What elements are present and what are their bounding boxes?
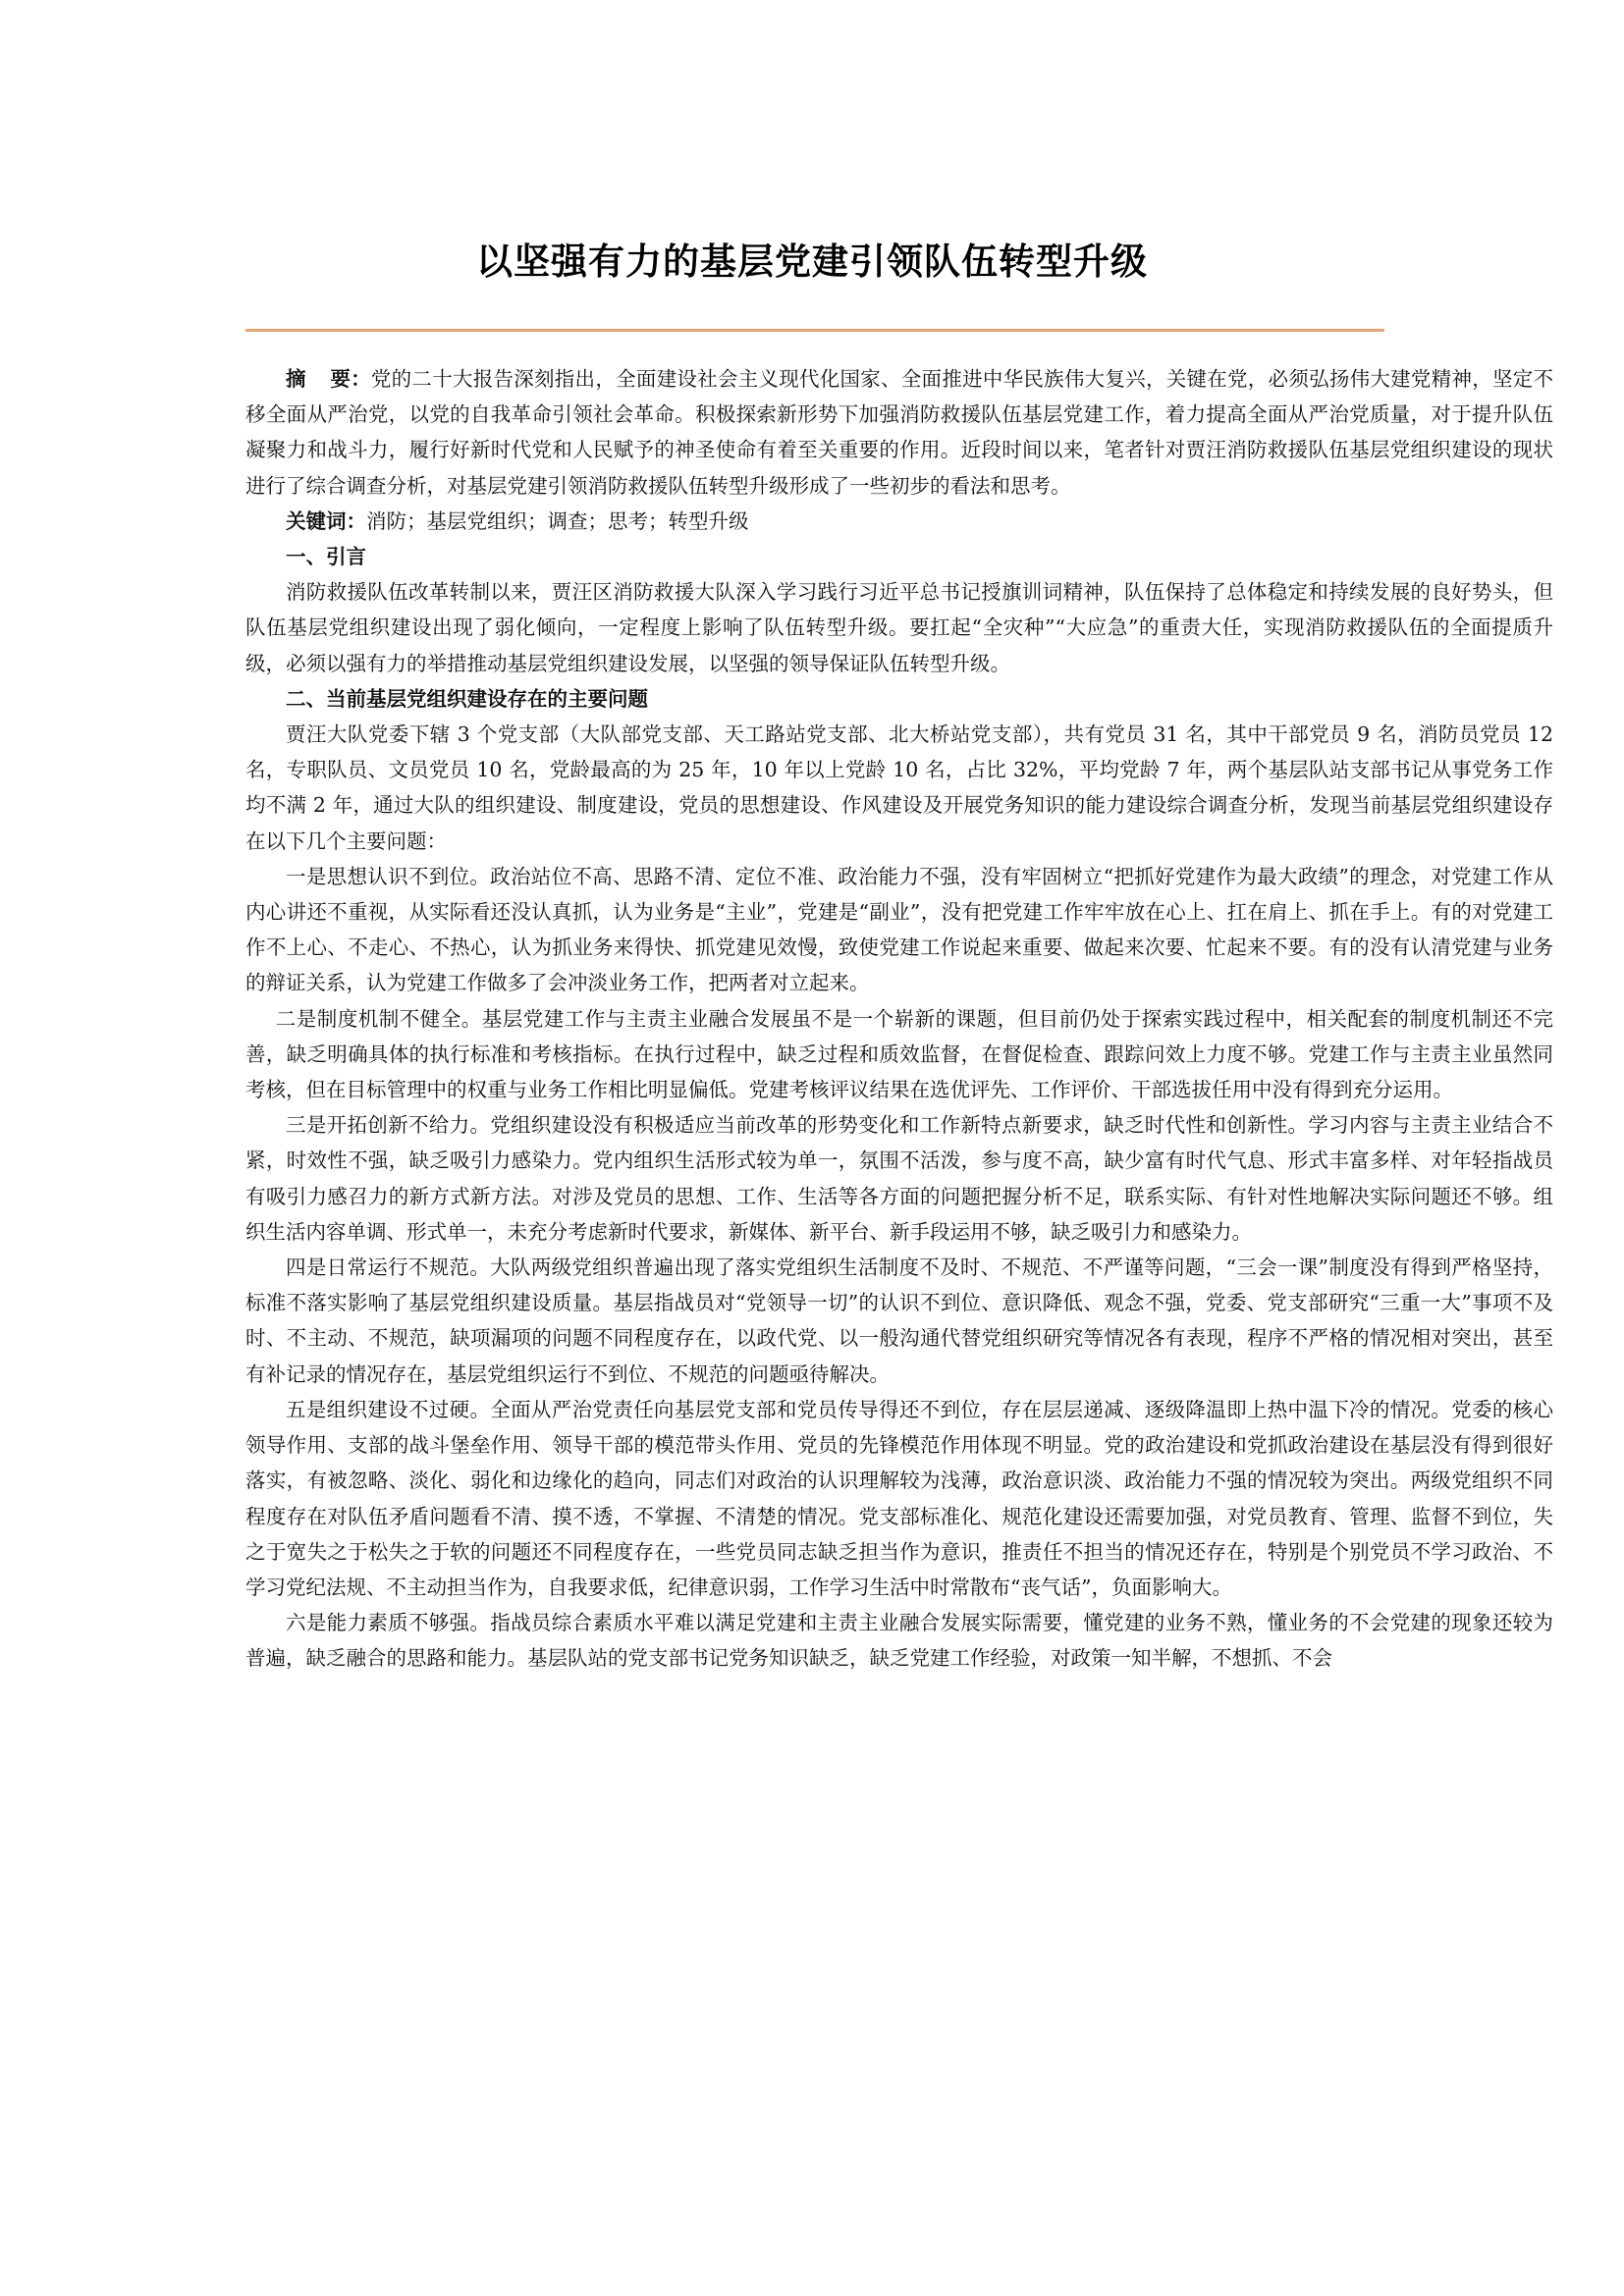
keywords-label: 关键词： [286,508,366,533]
problem-paragraph-5: 五是组织建设不过硬。全面从严治党责任向基层党支部和党员传导得还不到位，存在层层递减、逐级降温即上热中温下冷的情况。党委的核心领导作用、支部的战斗堡垒作用、领导干部的模范带头作用、党员的先锋模范作用体现不明显。党的政治建设和党抓政治建设在基层没有得到很好落实，有被忽略、淡化、弱化和边缘化的趋向，同志们对政治的认识理解较为浅薄，政治意识淡、政治能力不强的情况较为突出。两级党组织不同程度存在对队伍矛盾问题看不清、摸不透，不掌握、不清楚的情况。党支部标准化、规范化建设还需要加强，对党员教育、管理、监督不到位，失之于宽失之于松失之于软的问题还不同程度存在，一些党员同志缺乏担当作为意识，推责任不担当的情况还存在，特别是个别党员不学习政治、不学习党纪法规、不主动担当作为，自我要求低，纪律意识弱，工作学习生活中时常散布“丧气话”，负面影响大。 [245,1397,1553,1599]
abstract-label-first: 摘 [286,367,331,391]
problem-paragraph-4: 四是日常运行不规范。大队两级党组织普遍出现了落实党组织生活制度不及时、不规范、不严谨等问题，“三会一课”制度没有得到严格坚持，标准不落实影响了基层党组织建设质量。基层指战员对“党领导一切”的认识不到位、意识降低、观念不强，党委、党支部研究“三重一大”事项不及时、不主动、不规范，缺项漏项的问题不同程度存在，以政代党、以一般沟通代替党组织研究等情况各有表现，程序不严格的情况相对突出，甚至有补记录的情况存在，基层党组织运行不到位、不规范的问题亟待解决。 [245,1255,1553,1386]
introduction-paragraph: 消防救援队伍改革转制以来，贾汪区消防救援大队深入学习践行习近平总书记授旗训词精神，队伍保持了总体稳定和持续发展的良好势头，但队伍基层党组织建设出现了弱化倾向，一定程度上影响了队伍转型升级。要扛起“全灾种”“大应急”的重责大任，实现消防救援队伍的全面提质升级，必须以强有力的举措推动基层党组织建设发展，以坚强的领导保证队伍转型升级。 [245,580,1553,675]
title-divider-line [245,329,1384,332]
problems-intro-paragraph: 贾汪大队党委下辖 3 个党支部（大队部党支部、天工路站党支部、北大桥站党支部），共有党员 31 名，其中干部党员 9 名，消防员党员 12 名，专职队员、文员党员 10 名，党龄最高的为 25 年，10 年以上党龄 10 名，占比 32%，平均党龄 7 年，两个基层队站支部书记从事党务工作均不满 2 年，通过大队的组织建设、制度建设，党员的思想建设、作风建设及开展党务知识的能力建设综合调查分析，发现当前基层党组织建设存在以下几个主要问题： [245,722,1553,853]
document-body [245,361,1553,1677]
document-title: 以坚强有力的基层党建引领队伍转型升级 [476,240,1148,283]
section-heading-introduction: 一、引言 [286,545,366,569]
problem-paragraph-3: 三是开拓创新不给力。党组织建设没有积极适应当前改革的形势变化和工作新特点新要求，缺乏时代性和创新性。学习内容与主责主业结合不紧，时效性不强，缺乏吸引力感染力。党内组织生活形式较为单一，氛围不活泼，参与度不高，缺少富有时代气息、形式丰富多样、对年轻指战员有吸引力感召力的新方式新方法。对涉及党员的思想、工作、生活等各方面的问题把握分析不足，联系实际、有针对性地解决实际问题还不够。组织生活内容单调、形式单一，未充分考虑新时代要求，新媒体、新平台、新手段运用不够，缺乏吸引力和感染力。 [245,1113,1553,1244]
problem-paragraph-1: 一是思想认识不到位。政治站位不高、思路不清、定位不准、政治能力不强，没有牢固树立“把抓好党建作为最大政绩”的理念，对党建工作从内心讲还不重视，从实际看还没认真抓，认为业务是“主业”，党建是“副业”，没有把党建工作牢牢放在心上、扛在肩上、抓在手上。有的对党建工作不上心、不走心、不热心，认为抓业务来得快、抓党建见效慢，致使党建工作说起来重要、做起来次要、忙起来不要。有的没有认清党建与业务的辩证关系，认为党建工作做多了会冲淡业务工作，把两者对立起来。 [245,864,1553,995]
keywords-text: 消防；基层党组织；调查；思考；转型升级 [366,508,749,533]
abstract-paragraph [245,361,1553,504]
abstract-label-second: 要： [330,367,371,391]
problem-paragraph-6: 六是能力素质不够强。指战员综合素质水平难以满足党建和主责主业融合发展实际需要，懂党建的业务不熟，懂业务的不会党建的现象还较为普遍，缺乏融合的思路和能力。基层队站的党支部书记党务知识缺乏，缺乏党建工作经验，对政策一知半解，不想抓、不会 [245,1611,1553,1671]
abstract-text: 党的二十大报告深刻指出，全面建设社会主义现代化国家、全面推进中华民族伟大复兴，关键在党，必须弘扬伟大建党精神，坚定不移全面从严治党，以党的自我革命引领社会革命。积极探索新形势下加强消防救援队伍基层党建工作，着力提高全面从严治党质量，对于提升队伍凝聚力和战斗力，履行好新时代党和人民赋予的神圣使命有着至关重要的作用。近段时间以来，笔者针对贾汪消防救援队伍基层党组织建设的现状进行了综合调查分析，对基层党建引领消防救援队伍转型升级形成了一些初步的看法和思考。 [245,367,1553,498]
keywords-paragraph [245,504,1553,539]
problem-paragraph-2: 二是制度机制不健全。基层党建工作与主责主业融合发展虽不是一个崭新的课题，但目前仍处于探索实践过程中，相关配套的制度机制还不完善，缺乏明确具体的执行标准和考核指标。在执行过程中，缺乏过程和质效监督，在督促检查、跟踪问效上力度不够。党建工作与主责主业虽然同考核，但在目标管理中的权重与业务工作相比明显偏低。党建考核评议结果在选优评先、工作评价、干部选拔任用中没有得到充分运用。 [245,1006,1553,1102]
section-heading-main-problems: 二、当前基层党组织建设存在的主要问题 [286,686,648,711]
